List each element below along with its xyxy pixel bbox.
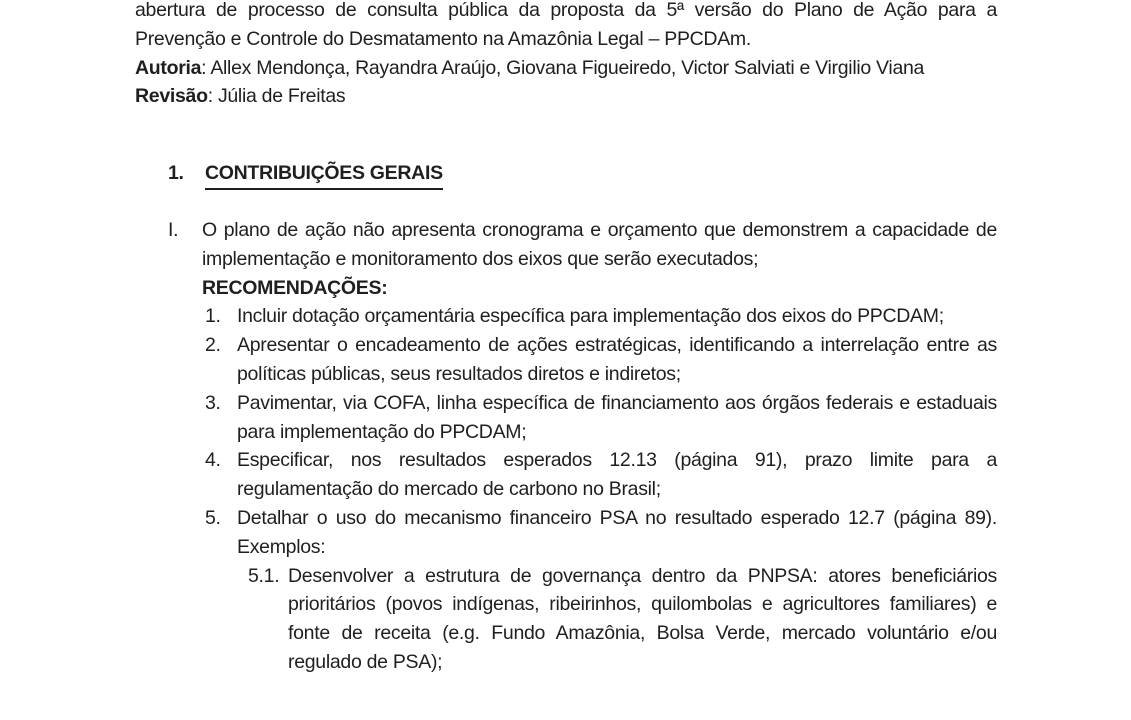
list-item-text: Incluir dotação orçamentária específica para implementação dos eixos do PPCDAM; bbox=[237, 305, 944, 328]
list-item-marker: 3. bbox=[205, 391, 221, 414]
list-item bbox=[205, 504, 997, 562]
roman-item-text: O plano de ação não apresenta cronograma e orçamento que demonstrem a capacidade de implementação e monitoramento dos eixos que serão executados; bbox=[202, 218, 997, 270]
roman-item-body bbox=[202, 216, 997, 677]
document-content bbox=[135, 0, 997, 677]
revision-paragraph bbox=[135, 82, 997, 111]
section-heading bbox=[135, 159, 997, 190]
list-item-marker: 4. bbox=[205, 449, 221, 472]
recommendations-label: RECOMENDAÇÕES: bbox=[202, 276, 388, 299]
list-item-text: Detalhar o uso do mecanismo financeiro PSA no resultado esperado 12.7 (página 89). Exemplos: bbox=[237, 506, 997, 558]
authors-paragraph bbox=[135, 54, 997, 83]
section-number: 1. bbox=[168, 162, 184, 185]
list-item-text: Apresentar o encadeamento de ações estratégicas, identificando a interrelação entre as políticas públicas, seus resultados diretos e indiretos; bbox=[237, 334, 997, 385]
sub-list-item bbox=[248, 562, 997, 677]
section-title: CONTRIBUIÇÕES GERAIS bbox=[205, 159, 443, 190]
list-item bbox=[205, 331, 997, 389]
authors-label: Autoria bbox=[135, 56, 202, 79]
list-item-marker: 5. bbox=[205, 506, 221, 529]
list-item-text: Especificar, nos resultados esperados 12.13 (página 91), prazo limite para a regulamentação do mercado de carbono no Brasil; bbox=[237, 449, 997, 501]
roman-item-marker: I. bbox=[168, 218, 179, 241]
sub-list-item-marker: 5.1. bbox=[248, 564, 280, 587]
revision-text: : Júlia de Freitas bbox=[207, 85, 346, 108]
roman-item-I bbox=[135, 216, 997, 677]
list-item bbox=[205, 302, 997, 331]
authors-text: : Allex Mendonça, Rayandra Araújo, Giovana Figueiredo, Victor Salviati e Virgilio Viana bbox=[201, 56, 925, 79]
list-item bbox=[205, 389, 997, 447]
intro-text: abertura de processo de consulta pública da proposta da 5ª versão do Plano de Ação para a Prevenção e Controle do Desmatamento na Amazônia Legal – PPCDAm. bbox=[135, 0, 997, 50]
list-item-marker: 2. bbox=[205, 334, 221, 357]
sub-list-item-text: Desenvolver a estrutura de governança dentro da PNPSA: atores beneficiários prioritários (povos indígenas, ribeirinhos, quilombolas e agricultores familiares) e fonte de receita (e.g. Fundo Amazônia, Bolsa Verde, mercado voluntário e/ou regulado de PSA); bbox=[288, 564, 997, 673]
intro-paragraph bbox=[135, 0, 997, 54]
list-item-marker: 1. bbox=[205, 305, 221, 328]
list-item-text: Pavimentar, via COFA, linha específica de financiamento aos órgãos federais e estaduais para implementação do PPCDAM; bbox=[237, 391, 997, 443]
revision-label: Revisão bbox=[135, 85, 208, 108]
list-item bbox=[205, 446, 997, 504]
